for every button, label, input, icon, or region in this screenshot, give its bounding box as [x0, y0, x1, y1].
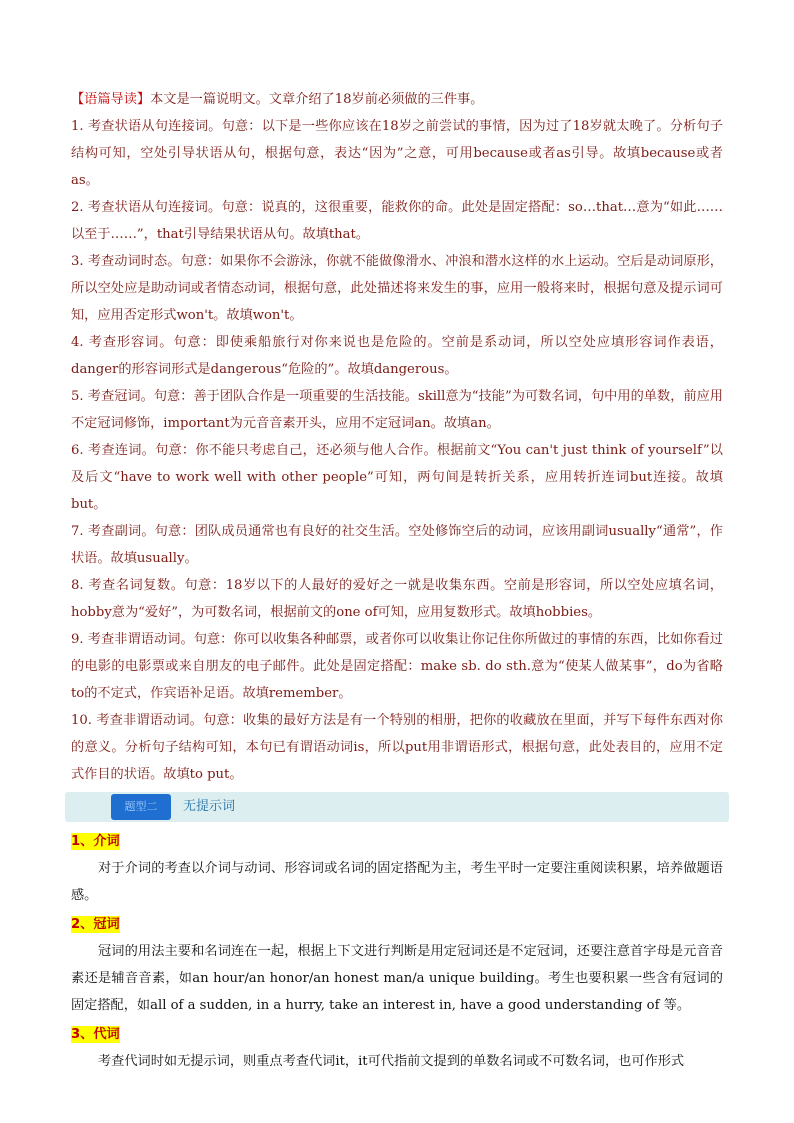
explanation-3: 3. 考查动词时态。句意：如果你不会游泳，你就不能做像滑水、冲浪和潜水这样的水上运动。空后是动词原形，所以空处应是助动词或者情态动词，根据句意，此处描述将来发生的事，应用一般将来时，根据句意及提示词可知，应用否定形式won't。故填won't。	[71, 254, 723, 323]
item-heading-pronoun: 3、代词	[71, 1027, 120, 1042]
item-text-article: 冠词的用法主要和名词连在一起，根据上下文进行判断是用定冠词还是不定冠词，还要注意首字母是元音音素还是辅音音素，如an hour/an honor/an honest man/a unique building。考生也要积累一些含有冠词的固定搭配，如all of a sudden, in a hurry, take an interest in, have a good understanding of 等。	[71, 944, 723, 1013]
intro-lead: 【语篇导读】	[71, 92, 151, 107]
explanation-6: 6. 考查连词。句意：你不能只考虑自己，还必须与他人合作。根据前文“You can't just think of yourself”以及后文“have to work well with other people”可知，两句间是转折关系，应用转折连词but连接。故填but。	[71, 443, 723, 512]
explanation-7: 7. 考查副词。句意：团队成员通常也有良好的社交生活。空处修饰空后的动词，应该用副词usually“通常”，作状语。故填usually。	[71, 524, 723, 566]
explanation-5: 5. 考查冠词。句意：善于团队合作是一项重要的生活技能。skill意为“技能”为可数名词，句中用的单数，前应用不定冠词修饰，important为元音音素开头，应用不定冠词an。故填an。	[71, 389, 723, 431]
intro-text: 本文是一篇说明文。文章介绍了18岁前必须做的三件事。	[150, 92, 484, 107]
explanation-10: 10. 考查非谓语动词。句意：收集的最好方法是有一个特别的相册，把你的收藏放在里面，并写下每件东西对你的意义。分析句子结构可知，本句已有谓语动词is，所以put用非谓语形式，根据句意，此处表目的，应用不定式作目的状语。故填to put。	[71, 713, 723, 782]
explanation-9: 9. 考查非谓语动词。句意：你可以收集各种邮票，或者你可以收集让你记住你所做过的事情的东西，比如你看过的电影的电影票或来自朋友的电子邮件。此处是固定搭配：make sb. do sth.意为“使某人做某事”，do为省略to的不定式，作宾语补足语。故填remember。	[71, 632, 723, 701]
explanation-2: 2. 考查状语从句连接词。句意：说真的，这很重要，能救你的命。此处是固定搭配：so…that…意为“如此……以至于……”，that引导结果状语从句。故填that。	[71, 200, 723, 242]
document-content	[71, 86, 723, 1075]
section-header	[65, 792, 729, 822]
explanation-1: 1. 考查状语从句连接词。句意：以下是一些你应该在18岁之前尝试的事情，因为过了18岁就太晚了。分析句子结构可知，空处引导状语从句，根据句意，表达“因为”之意，可用because或者as引导。故填because或者as。	[71, 119, 723, 188]
section-title: 无提示词	[183, 799, 236, 814]
item-text-preposition: 对于介词的考查以介词与动词、形容词或名词的固定搭配为主，考生平时一定要注重阅读积累，培养做题语感。	[71, 861, 723, 903]
item-heading-row	[71, 826, 723, 855]
item-heading-row	[71, 1019, 723, 1048]
item-text-pronoun: 考查代词时如无提示词，则重点考查代词it，it可代指前文提到的单数名词或不可数名词，也可作形式	[98, 1054, 685, 1069]
item-heading-row	[71, 909, 723, 938]
item-heading-preposition: 1、介词	[71, 834, 120, 849]
section-tag: 题型二	[111, 794, 171, 820]
explanation-4: 4. 考查形容词。句意：即使乘船旅行对你来说也是危险的。空前是系动词，所以空处应填形容词作表语，danger的形容词形式是dangerous“危险的”。故填dangerous。	[71, 335, 723, 377]
intro-paragraph	[71, 86, 723, 113]
item-heading-article: 2、冠词	[71, 917, 120, 932]
explanation-8: 8. 考查名词复数。句意：18岁以下的人最好的爱好之一就是收集东西。空前是形容词，所以空处应填名词，hobby意为“爱好”，为可数名词，根据前文的one of可知，应用复数形式。故填hobbies。	[71, 578, 723, 620]
